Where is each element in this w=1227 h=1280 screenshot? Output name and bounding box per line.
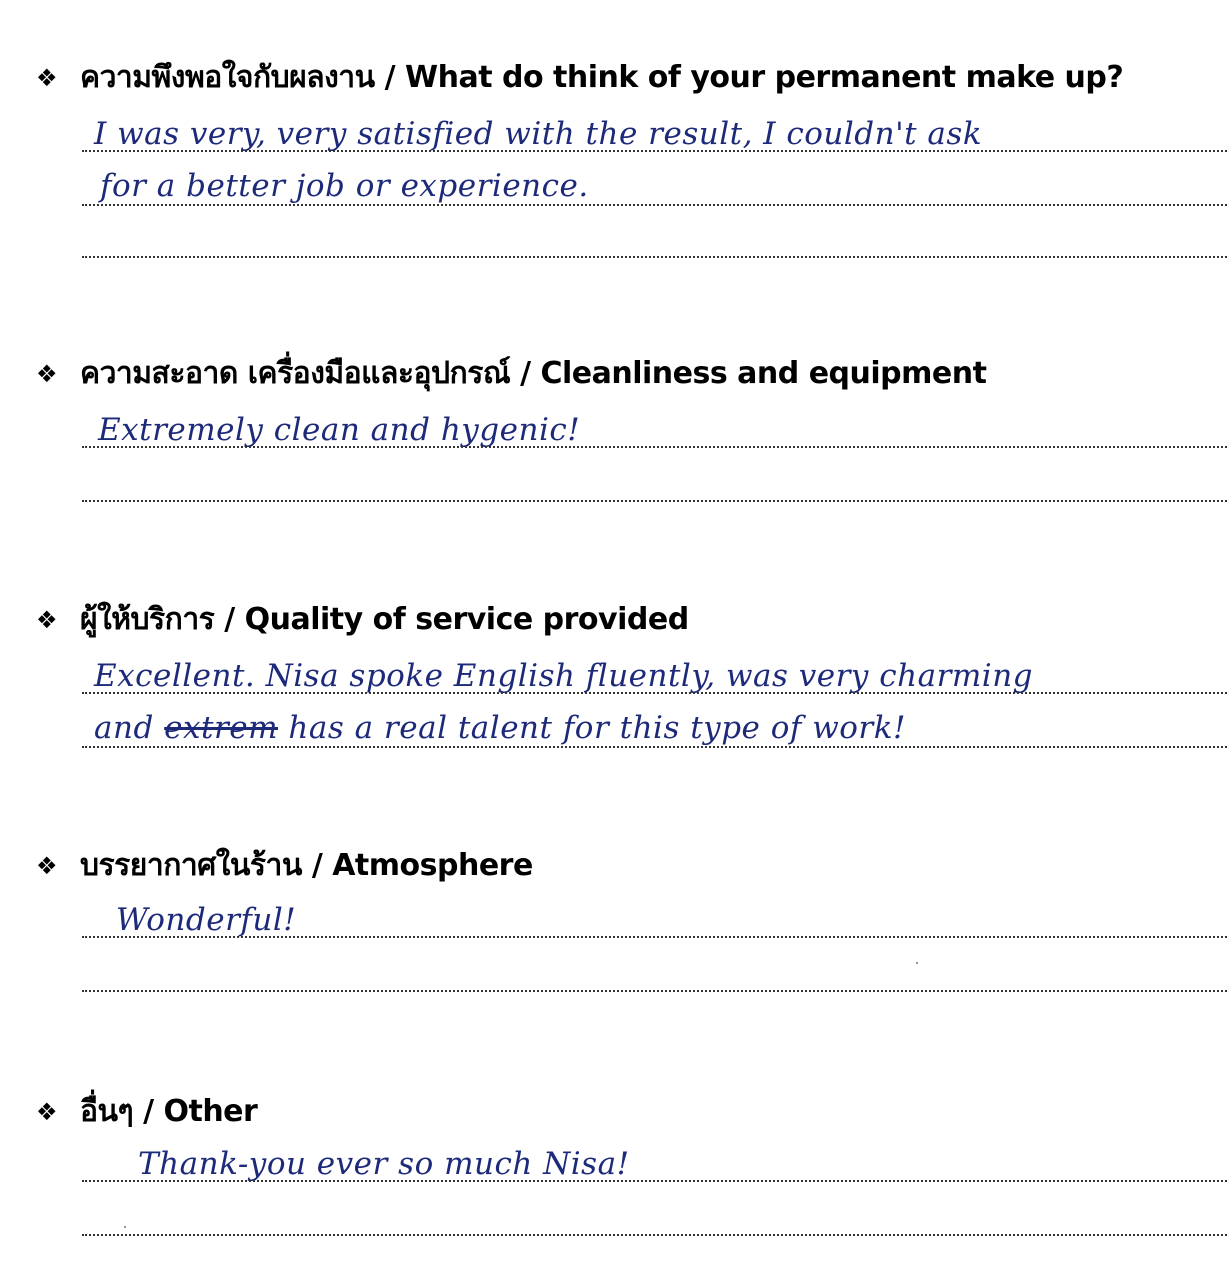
answer-continuation: has a real talent for this type of work! — [288, 710, 906, 746]
handwritten-answer-line: Excellent. Nisa spoke English fluently, was very charming — [94, 658, 1034, 694]
question-label: บรรยากาศในร้าน / Atmosphere — [80, 848, 533, 883]
question-service-quality — [36, 596, 689, 643]
question-label: ความสะอาด เครื่องมือและอุปกรณ์ / Cleanliness and equipment — [80, 356, 987, 391]
scan-speck — [916, 962, 918, 964]
question-permanent-makeup — [36, 54, 1123, 101]
dotted-answer-line — [82, 936, 1227, 938]
diamond-bullet-icon: ❖ — [36, 63, 58, 92]
question-label: ความพึงพอใจกับผลงาน / What do think of your permanent make up? — [80, 60, 1124, 95]
diamond-bullet-icon: ❖ — [36, 359, 58, 388]
dotted-answer-line — [82, 204, 1227, 206]
dotted-answer-line — [82, 446, 1227, 448]
question-atmosphere — [36, 842, 533, 889]
answer-prefix: and — [94, 710, 154, 746]
dotted-answer-line — [82, 256, 1227, 258]
dotted-answer-line — [82, 1180, 1227, 1182]
diamond-bullet-icon: ❖ — [36, 851, 58, 880]
dotted-answer-line — [82, 746, 1227, 748]
dotted-answer-line — [82, 150, 1227, 152]
dotted-answer-line — [82, 1234, 1227, 1236]
diamond-bullet-icon: ❖ — [36, 1097, 58, 1126]
dotted-answer-line — [82, 500, 1227, 502]
dotted-answer-line — [82, 692, 1227, 694]
question-cleanliness — [36, 350, 986, 397]
question-other — [36, 1088, 257, 1135]
question-label: อื่นๆ / Other — [80, 1094, 258, 1129]
handwritten-answer-line: Wonderful! — [116, 902, 297, 938]
question-label: ผู้ให้บริการ / Quality of service provided — [80, 602, 689, 637]
scan-speck — [124, 1226, 126, 1228]
handwritten-answer-line: Extremely clean and hygenic! — [98, 412, 581, 448]
handwritten-answer-line: I was very, very satisfied with the result, I couldn't ask — [94, 116, 983, 152]
dotted-answer-line — [82, 990, 1227, 992]
handwritten-answer-line: Thank-you ever so much Nisa! — [138, 1146, 630, 1182]
crossed-out-word: extrem — [164, 710, 279, 746]
diamond-bullet-icon: ❖ — [36, 605, 58, 634]
handwritten-answer-line: for a better job or experience. — [100, 168, 589, 204]
handwritten-answer-line-2 — [94, 710, 906, 746]
